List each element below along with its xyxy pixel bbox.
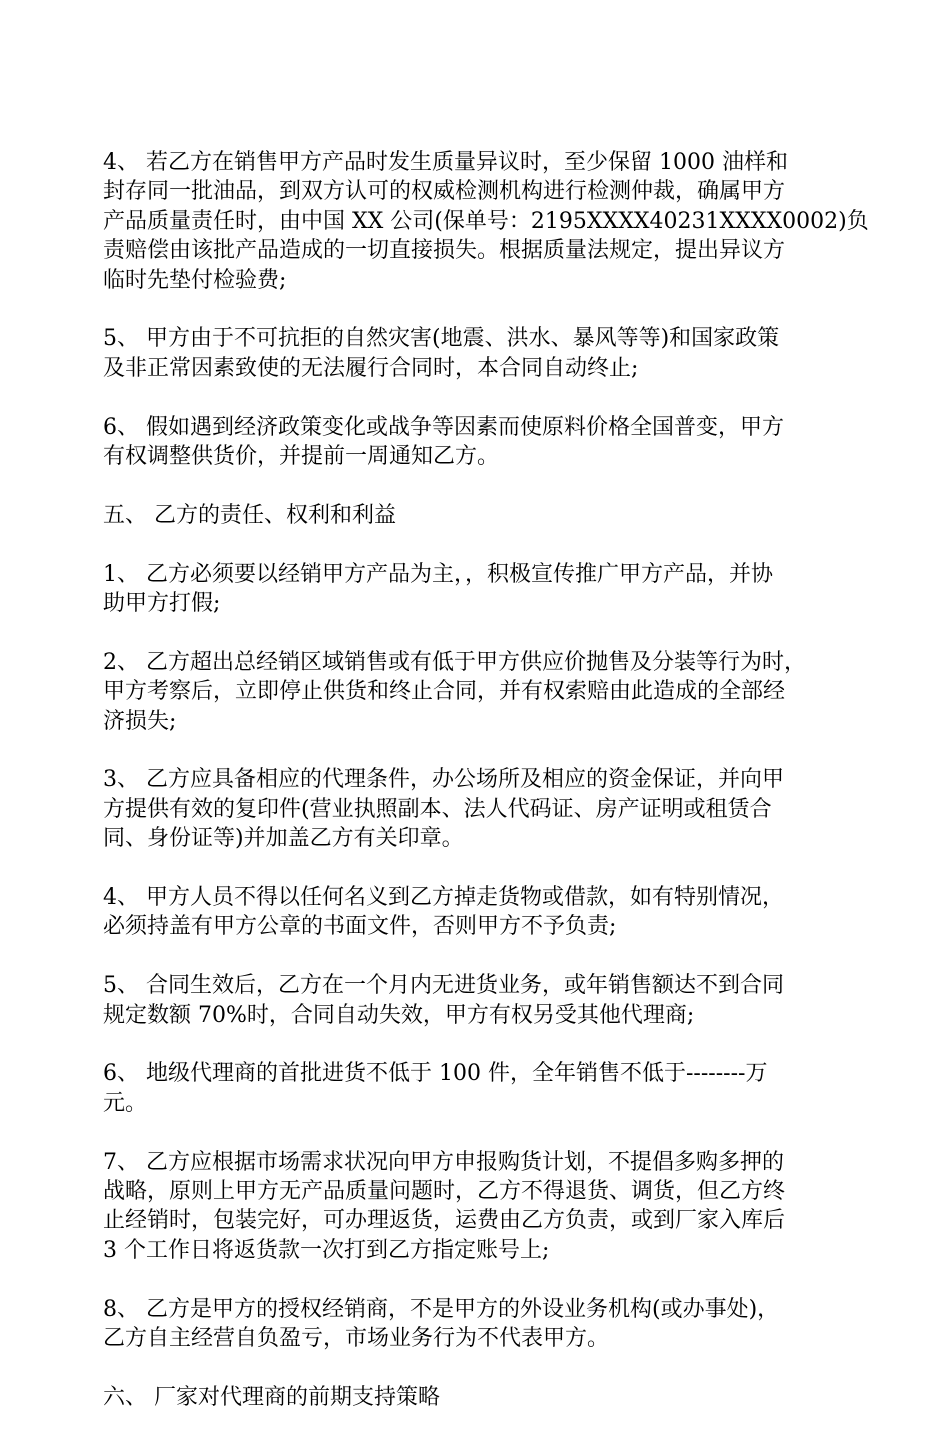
text-line: 2、 乙方超出总经销区域销售或有低于甲方供应价抛售及分装等行为时，: [103, 649, 806, 675]
section-heading: 五、 乙方的责任、权利和利益: [103, 502, 396, 528]
section-5-heading: [103, 501, 863, 530]
text-line: 规定数额 70%时，合同自动失效，甲方有权另受其他代理商;: [103, 1002, 695, 1028]
clause-5-7: [103, 1148, 863, 1266]
text-line: 3、 乙方应具备相应的代理条件，办公场所及相应的资金保证，并向甲: [103, 767, 784, 793]
text-line: 有权调整供货价，并提前一周通知乙方。: [103, 444, 500, 470]
text-line: 临时先垫付检验费;: [103, 267, 287, 293]
clause-5-3: [103, 765, 863, 853]
text-line: 济损失;: [103, 708, 177, 734]
section-heading: 六、 厂家对代理商的前期支持策略: [103, 1384, 440, 1410]
text-line: 4、 若乙方在销售甲方产品时发生质量异议时，至少保留 1000 油样和: [103, 150, 788, 175]
text-line: 5、 合同生效后，乙方在一个月内无进货业务，或年销售额达不到合同: [103, 973, 784, 999]
text-line: 封存同一批油品，到双方认可的权威检测机构进行检测仲裁，确属甲方: [103, 179, 786, 205]
text-line: 5、 甲方由于不可抗拒的自然灾害(地震、洪水、暴风等等)和国家政策: [103, 326, 780, 352]
text-line: 7、 乙方应根据市场需求状况向甲方申报购货计划，不提倡多购多押的: [103, 1149, 784, 1175]
text-line: 产品质量责任时，由中国 XX 公司(保单号：2195XXXX40231XXXX0002)负: [103, 208, 869, 234]
text-line: 责赔偿由该批产品造成的一切直接损失。根据质量法规定，提出异议方: [103, 238, 786, 264]
text-line: 必须持盖有甲方公章的书面文件，否则甲方不予负责;: [103, 914, 617, 940]
text-line: 元。: [103, 1090, 148, 1116]
clause-5-2: [103, 648, 863, 736]
text-line: 方提供有效的复印件(营业执照副本、法人代码证、房产证明或租赁合: [103, 796, 772, 822]
text-line: 3 个工作日将返货款一次打到乙方指定账号上;: [103, 1237, 550, 1263]
clause-5-6: [103, 1059, 863, 1118]
text-line: 乙方自主经营自负盈亏，市场业务行为不代表甲方。: [103, 1326, 610, 1352]
clause-5-5: [103, 971, 863, 1030]
clause-5-8: [103, 1295, 863, 1354]
text-line: 止经销时，包装完好，可办理返货，运费由乙方负责，或到厂家入库后: [103, 1208, 786, 1234]
clause-5-force-majeure: [103, 324, 863, 383]
clause-6-price-adjustment: [103, 413, 863, 472]
text-line: 1、 乙方必须要以经销甲方产品为主，，积极宣传推广甲方产品，并协: [103, 561, 773, 587]
clause-5-4: [103, 883, 863, 942]
text-line: 助甲方打假;: [103, 591, 221, 617]
section-6-heading: [103, 1383, 863, 1412]
text-line: 4、 甲方人员不得以任何名义到乙方掉走货物或借款，如有特别情况，: [103, 885, 784, 911]
clause-5-1: [103, 560, 863, 619]
text-line: 及非正常因素致使的无法履行合同时，本合同自动终止;: [103, 355, 639, 381]
text-line: 甲方考察后，立即停止供货和终止合同，并有权索赔由此造成的全部经: [103, 679, 786, 705]
text-line: 同、身份证等)并加盖乙方有关印章。: [103, 826, 464, 852]
text-line: 战略，原则上甲方无产品质量问题时，乙方不得退货、调货，但乙方终: [103, 1179, 786, 1205]
clause-4-quality-dispute: [103, 148, 869, 295]
text-line: 8、 乙方是甲方的授权经销商，不是甲方的外设业务机构(或办事处)，: [103, 1296, 780, 1322]
text-line: 6、 地级代理商的首批进货不低于 100 件，全年销售不低于--------万: [103, 1061, 768, 1087]
text-line: 6、 假如遇到经济政策变化或战争等因素而使原料价格全国普变，甲方: [103, 414, 784, 440]
document-body: [103, 148, 869, 1442]
